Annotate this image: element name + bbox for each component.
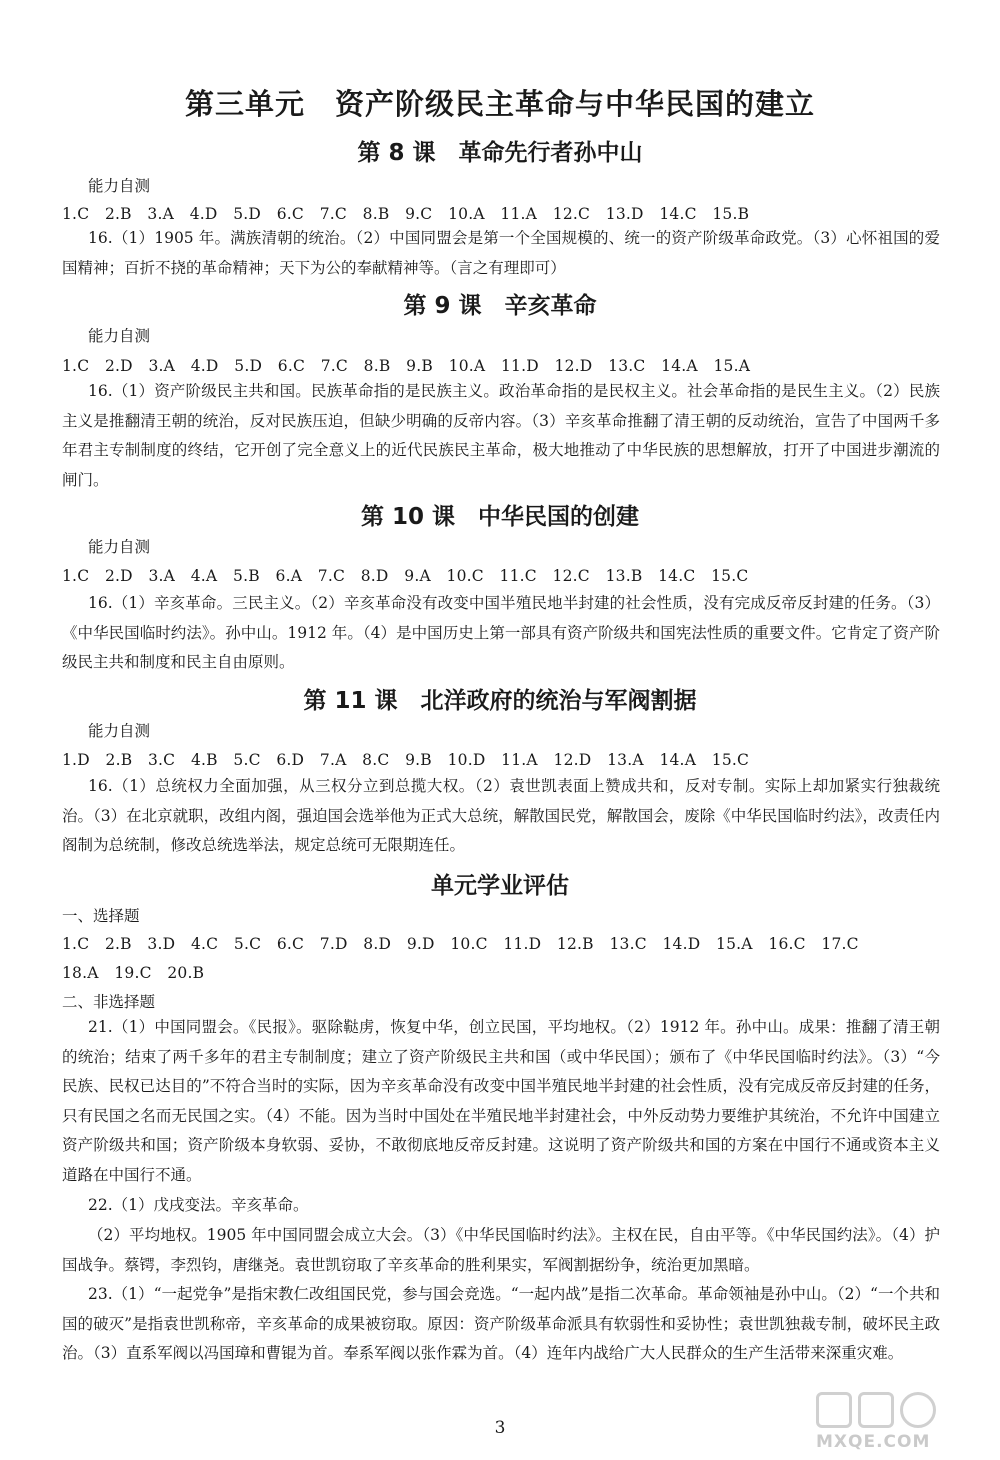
lesson-8-answers: 1.C 2.B 3.A 4.D 5.D 6.C 7.C 8.B 9.C 10.A 11.A 12.C 13.D 14.C 15.B: [62, 205, 750, 223]
lesson-10-label: 能力自测: [88, 538, 151, 556]
assessment-q22-2: （2）平均地权。1905 年中国同盟会成立大会。（3）《中华民国临时约法》。主权在民，自由平等。《中华民国约法》。（4）护国战争。蔡锷，李烈钧，唐继尧。袁世凯窃取了辛亥革命的胜利果实，军阀割据纷争，统治更加黑暗。: [62, 1226, 940, 1274]
lesson-10-answers: 1.C 2.D 3.A 4.A 5.B 6.A 7.C 8.D 9.A 10.C 11.C 12.C 13.B 14.C 15.C: [62, 567, 749, 585]
unit-title: 第三单元 资产阶级民主革命与中华民国的建立: [184, 87, 815, 121]
watermark-glyph-icon: [816, 1392, 852, 1428]
lesson-8-title: 第 8 课 革命先行者孙中山: [357, 140, 643, 166]
assessment-q23: 23.（1）“一起党争”是指宋教仁改组国民党，参与国会竞选。“一起内战”是指二次革命。革命领袖是孙中山。（2）“一个共和国的破灭”是指袁世凯称帝，辛亥革命的成果被窃取。原因：资产阶级革命派具有软弱性和妥协性；袁世凯独裁专制，破坏民主政治。（3）直系军阀以冯国璋和曹锟为首。奉系军阀以张作霖为首。（4）连年内战给广大人民群众的生产生活带来深重灾难。: [62, 1285, 940, 1362]
watermark-text: MXQE.COM: [816, 1432, 931, 1452]
lesson-11-label: 能力自测: [88, 722, 151, 740]
lesson-8-label: 能力自测: [88, 177, 151, 195]
lesson-11-q16: 16.（1）总统权力全面加强，从三权分立到总揽大权。（2）袁世凯表面上赞成共和，反对专制。实际上却加紧实行独裁统治。（3）在北京就职，改组内阁，强迫国会选举他为正式大总统，解散国民党，解散国会，废除《中华民国临时约法》，改责任内阁制为总统制，修改总统选举法，规定总统可无限期连任。: [62, 777, 940, 854]
watermark-logo: [808, 1392, 978, 1452]
assessment-section-nonchoice: 二、非选择题: [62, 993, 156, 1011]
lesson-9-title: 第 9 课 辛亥革命: [403, 293, 597, 319]
lesson-9-q16: 16.（1）资产阶级民主共和国。民族革命指的是民族主义。政治革命指的是民权主义。社会革命指的是民生主义。（2）民族主义是推翻清王朝的统治，反对民族压迫，但缺少明确的反帝内容。（3）辛亥革命推翻了清王朝的反动统治，宣告了中国两千多年君主专制制度的终结，它开创了完全意义上的近代民族民主革命，极大地推动了中华民族的思想解放，打开了中国进步潮流的闸门。: [62, 382, 940, 489]
lesson-11-answers: 1.D 2.B 3.C 4.B 5.C 6.D 7.A 8.C 9.B 10.D 11.A 12.D 13.A 14.A 15.C: [62, 751, 750, 769]
assessment-q21: 21.（1）中国同盟会。《民报》。驱除鞑虏，恢复中华，创立民国，平均地权。（2）1912 年。孙中山。成果：推翻了清王朝的统治；结束了两千多年的君主专制制度；建立了资产阶级民主共和国（或中华民国）；颁布了《中华民国临时约法》。（3）“今民族、民权已达目的”不符合当时的实际，因为辛亥革命没有改变中国半殖民地半封建的社会性质，没有完成反帝反封建的任务，只有民国之名而无民国之实。（4）不能。因为当时中国处在半殖民地半封建社会，中外反动势力要维护其统治，不允许中国建立资产阶级共和国；资产阶级本身软弱、妥协，不敢彻底地反帝反封建。这说明了资产阶级共和国的方案在中国行不通或资本主义道路在中国行不通。: [62, 1018, 940, 1184]
lesson-9-label: 能力自测: [88, 327, 151, 345]
assessment-answers-line1: 1.C 2.B 3.D 4.C 5.C 6.C 7.D 8.D 9.D 10.C 11.D 12.B 13.C 14.D 15.A 16.C 17.C: [62, 935, 859, 953]
assessment-title: 单元学业评估: [431, 873, 569, 899]
page-number: 3: [494, 1418, 506, 1438]
lesson-9-answers: 1.C 2.D 3.A 4.D 5.D 6.C 7.C 8.B 9.B 10.A 11.D 12.D 13.C 14.A 15.A: [62, 357, 751, 375]
watermark-glyph-icon: [858, 1392, 894, 1428]
lesson-8-q16: 16.（1）1905 年。满族清朝的统治。（2）中国同盟会是第一个全国规模的、统一的资产阶级革命政党。（3）心怀祖国的爱国精神；百折不挠的革命精神；天下为公的奉献精神等。（言之有理即可）: [62, 229, 940, 277]
watermark-glyph-icon: [900, 1392, 936, 1428]
lesson-10-q16: 16.（1）辛亥革命。三民主义。（2）辛亥革命没有改变中国半殖民地半封建的社会性质，没有完成反帝反封建的任务。（3）《中华民国临时约法》。孙中山。1912 年。（4）是中国历史上第一部具有资产阶级共和国宪法性质的重要文件。它肯定了资产阶级民主共和制度和民主自由原则。: [62, 594, 940, 671]
lesson-11-title: 第 11 课 北洋政府的统治与军阀割据: [303, 688, 697, 714]
assessment-section-choice: 一、选择题: [62, 907, 140, 925]
assessment-answers-line2: 18.A 19.C 20.B: [62, 964, 205, 982]
assessment-q22-1: 22.（1）戊戌变法。辛亥革命。: [88, 1196, 309, 1214]
lesson-10-title: 第 10 课 中华民国的创建: [360, 504, 640, 530]
